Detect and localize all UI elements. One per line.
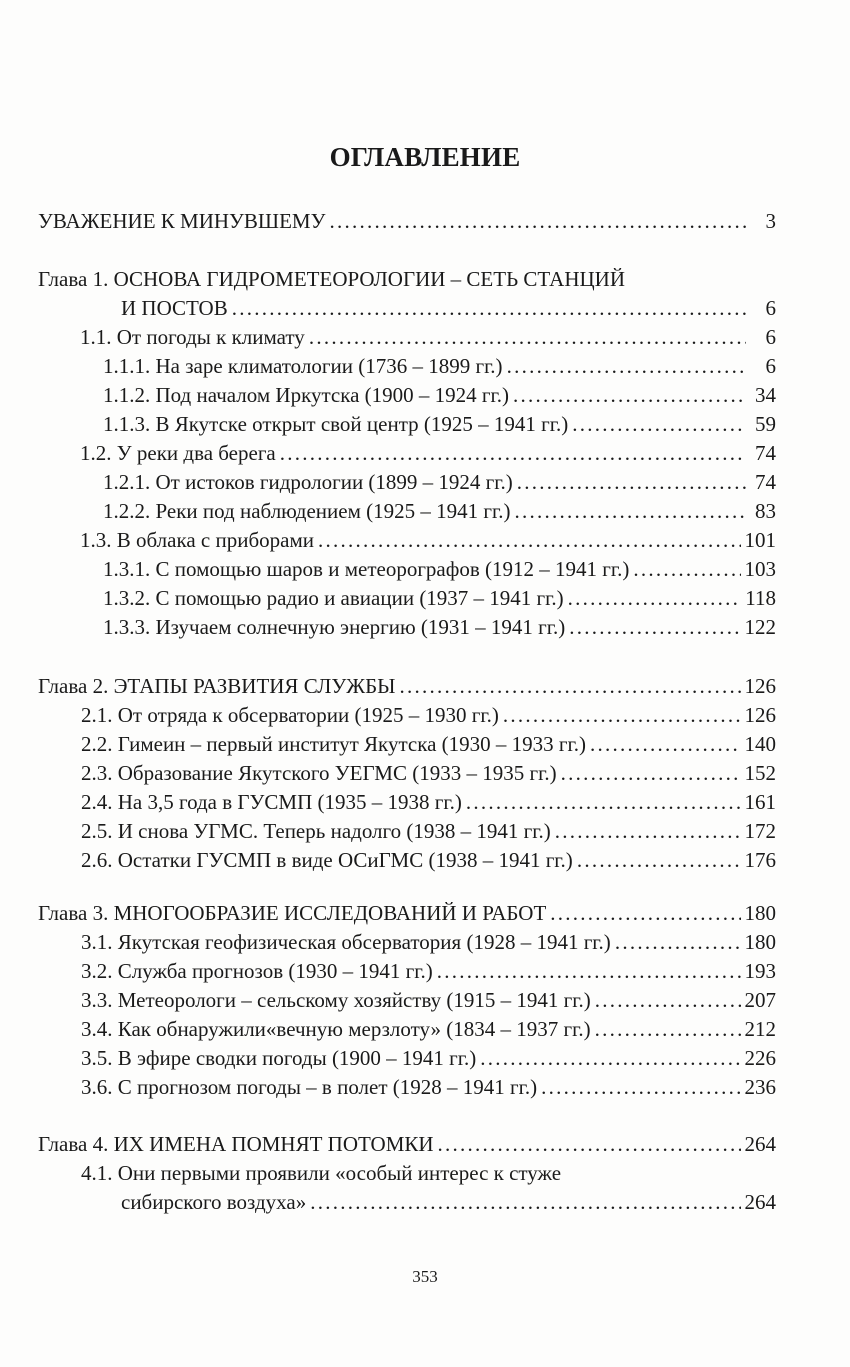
leader-dots [309, 323, 746, 352]
toc-entry-label: Глава 3. МНОГООБРАЗИЕ ИССЛЕДОВАНИЙ И РАБОТ [38, 901, 547, 925]
toc-entry-page: 126 [744, 703, 776, 727]
toc-entry-page: 6 [765, 325, 776, 349]
toc-entry-page: 140 [744, 732, 776, 756]
toc-entry-label: 1.1. От погоды к климату [80, 325, 305, 349]
leader-dots [595, 1015, 741, 1044]
toc-entry-page: 118 [745, 586, 776, 610]
toc-entry-page: 226 [744, 1046, 776, 1070]
toc-entry-label: 1.1.1. На заре климатологии (1736 – 1899 гг.) [103, 354, 503, 378]
toc-entry-label: 1.2.1. От истоков гидрологии (1899 – 1924 гг.) [103, 470, 513, 494]
toc-entry-page: 180 [744, 901, 776, 925]
leader-dots [541, 1073, 740, 1102]
toc-entry-page: 172 [744, 819, 776, 843]
leader-dots [466, 788, 741, 817]
toc-entry-label: 3.2. Служба прогнозов (1930 – 1941 гг.) [81, 959, 433, 983]
toc-entry-page: 264 [744, 1190, 776, 1214]
toc-entry-label: 4.1. Они первыми проявили «особый интерес к стуже [81, 1161, 562, 1185]
toc-entry[interactable] [103, 584, 776, 613]
leader-dots [329, 207, 746, 236]
leader-dots [577, 846, 741, 875]
page-title: ОГЛАВЛЕНИЕ [329, 142, 521, 172]
toc-entry[interactable] [103, 381, 776, 410]
toc-entry[interactable] [80, 439, 776, 468]
toc-entry-label: 3.4. Как обнаружили«вечную мерзлоту» (1834 – 1937 гг.) [81, 1017, 591, 1041]
leader-dots [438, 1130, 741, 1159]
toc-entry[interactable] [38, 672, 776, 701]
toc-entry-label: 1.1.2. Под началом Иркутска (1900 – 1924 гг.) [103, 383, 510, 407]
toc-entry-page: 103 [744, 557, 776, 581]
leader-dots [318, 526, 740, 555]
leader-dots [437, 957, 741, 986]
toc-entry[interactable] [81, 730, 776, 759]
toc-entry-page: 126 [744, 674, 776, 698]
toc-entry-label: 3.6. С прогнозом погоды – в полет (1928 – 1941 гг.) [81, 1075, 538, 1099]
toc-entry[interactable] [103, 410, 776, 439]
toc-entry-label: 3.3. Метеорологи – сельскому хозяйству (1915 – 1941 гг.) [81, 988, 591, 1012]
leader-dots [310, 1188, 740, 1217]
toc-entry-label: 2.1. От отряда к обсерватории (1925 – 1930 гг.) [81, 703, 499, 727]
toc-entry-page: 74 [755, 441, 776, 465]
toc-entry-label: 2.5. И снова УГМС. Теперь надолго (1938 – 1941 гг.) [81, 819, 551, 843]
toc-entry[interactable] [103, 555, 776, 584]
toc-entry-page: 161 [744, 790, 776, 814]
toc-entry[interactable] [121, 1188, 776, 1217]
leader-dots [568, 584, 742, 613]
toc-entry[interactable] [81, 928, 776, 957]
toc-entry-label: 2.4. На 3,5 года в ГУСМП (1935 – 1938 гг.) [81, 790, 462, 814]
toc-entry-page: 74 [755, 470, 776, 494]
toc-entry[interactable] [81, 1015, 776, 1044]
toc-entry-label: И ПОСТОВ [121, 296, 228, 320]
toc-entry-page: 180 [744, 930, 776, 954]
toc-entry-page: 6 [765, 354, 776, 378]
leader-dots [555, 817, 741, 846]
leader-dots [561, 759, 741, 788]
toc-entry[interactable] [38, 265, 776, 294]
toc-entry[interactable] [81, 1073, 776, 1102]
leader-dots [517, 468, 746, 497]
toc-entry[interactable] [103, 352, 776, 381]
toc-entry-label: 1.2.2. Реки под наблюдением (1925 – 1941 гг.) [103, 499, 511, 523]
leader-dots [615, 928, 741, 957]
toc-entry[interactable] [81, 1159, 776, 1188]
leader-dots [399, 672, 740, 701]
toc-entry-page: 34 [755, 383, 776, 407]
toc-entry-page: 83 [755, 499, 776, 523]
toc-entry-label: 1.3.1. С помощью шаров и метеорографов (1912 – 1941 гг.) [103, 557, 630, 581]
toc-entry-label: сибирского воздуха» [121, 1190, 307, 1214]
toc-entry-page: 264 [744, 1132, 776, 1156]
toc-entry[interactable] [38, 899, 776, 928]
toc-entry-label: УВАЖЕНИЕ К МИНУВШЕМУ [38, 209, 326, 233]
toc-entry[interactable] [103, 497, 776, 526]
toc-entry-page: 212 [744, 1017, 776, 1041]
leader-dots [513, 381, 746, 410]
toc-entry-page: 152 [744, 761, 776, 785]
toc-entry-label: 3.5. В эфире сводки погоды (1900 – 1941 гг.) [81, 1046, 477, 1070]
leader-dots [590, 730, 741, 759]
toc-entry-page: 3 [765, 209, 776, 233]
toc-entry-page: 176 [744, 848, 776, 872]
leader-dots [503, 701, 741, 730]
toc-entry[interactable] [81, 817, 776, 846]
toc-entry[interactable] [81, 957, 776, 986]
leader-dots [480, 1044, 740, 1073]
toc-entry[interactable] [81, 846, 776, 875]
toc-entry[interactable] [80, 323, 776, 352]
toc-entry-label: 1.3. В облака с приборами [80, 528, 315, 552]
leader-dots [633, 555, 740, 584]
toc-entry[interactable] [38, 207, 776, 236]
toc-entry[interactable] [80, 526, 776, 555]
toc-entry-page: 101 [744, 528, 776, 552]
leader-dots [572, 410, 746, 439]
toc-entry-label: 1.2. У реки два берега [80, 441, 276, 465]
toc-entry[interactable] [81, 986, 776, 1015]
toc-entry[interactable] [81, 1044, 776, 1073]
toc-entry-page: 6 [765, 296, 776, 320]
toc-entry-label: 3.1. Якутская геофизическая обсерватория (1928 – 1941 гг.) [81, 930, 611, 954]
toc-entry-label: 1.3.2. С помощью радио и авиации (1937 – 1941 гг.) [103, 586, 564, 610]
toc-entry[interactable] [103, 613, 776, 642]
toc-entry-label: 2.3. Образование Якутского УЕГМС (1933 – 1935 гг.) [81, 761, 557, 785]
page-number: 353 [412, 1267, 438, 1286]
leader-dots [569, 613, 740, 642]
toc-entry-page: 236 [744, 1075, 776, 1099]
toc-entry[interactable] [81, 759, 776, 788]
toc-entry[interactable] [121, 294, 776, 323]
toc-entry-page: 193 [744, 959, 776, 983]
leader-dots [550, 899, 740, 928]
leader-dots [507, 352, 746, 381]
leader-dots [280, 439, 746, 468]
toc-entry[interactable] [38, 1130, 776, 1159]
toc-entry-label: 2.6. Остатки ГУСМП в виде ОСиГМС (1938 – 1941 гг.) [81, 848, 573, 872]
leader-dots [232, 294, 746, 323]
toc-entry-label: 1.1.3. В Якутске открыт свой центр (1925 – 1941 гг.) [103, 412, 569, 436]
leader-dots [515, 497, 747, 526]
toc-entry-label: 1.3.3. Изучаем солнечную энергию (1931 – 1941 гг.) [103, 615, 566, 639]
toc-entry[interactable] [81, 788, 776, 817]
leader-dots [595, 986, 741, 1015]
toc-entry[interactable] [81, 701, 776, 730]
toc-entry[interactable] [103, 468, 776, 497]
toc-entry-page: 122 [744, 615, 776, 639]
toc-entry-label: Глава 2. ЭТАПЫ РАЗВИТИЯ СЛУЖБЫ [38, 674, 396, 698]
toc-entry-page: 59 [755, 412, 776, 436]
toc-entry-page: 207 [744, 988, 776, 1012]
toc-entry-label: Глава 4. ИХ ИМЕНА ПОМНЯТ ПОТОМКИ [38, 1132, 434, 1156]
toc-entry-label: Глава 1. ОСНОВА ГИДРОМЕТЕОРОЛОГИИ – СЕТЬ СТАНЦИЙ [38, 267, 626, 291]
toc-entry-label: 2.2. Гимеин – первый институт Якутска (1930 – 1933 гг.) [81, 732, 586, 756]
